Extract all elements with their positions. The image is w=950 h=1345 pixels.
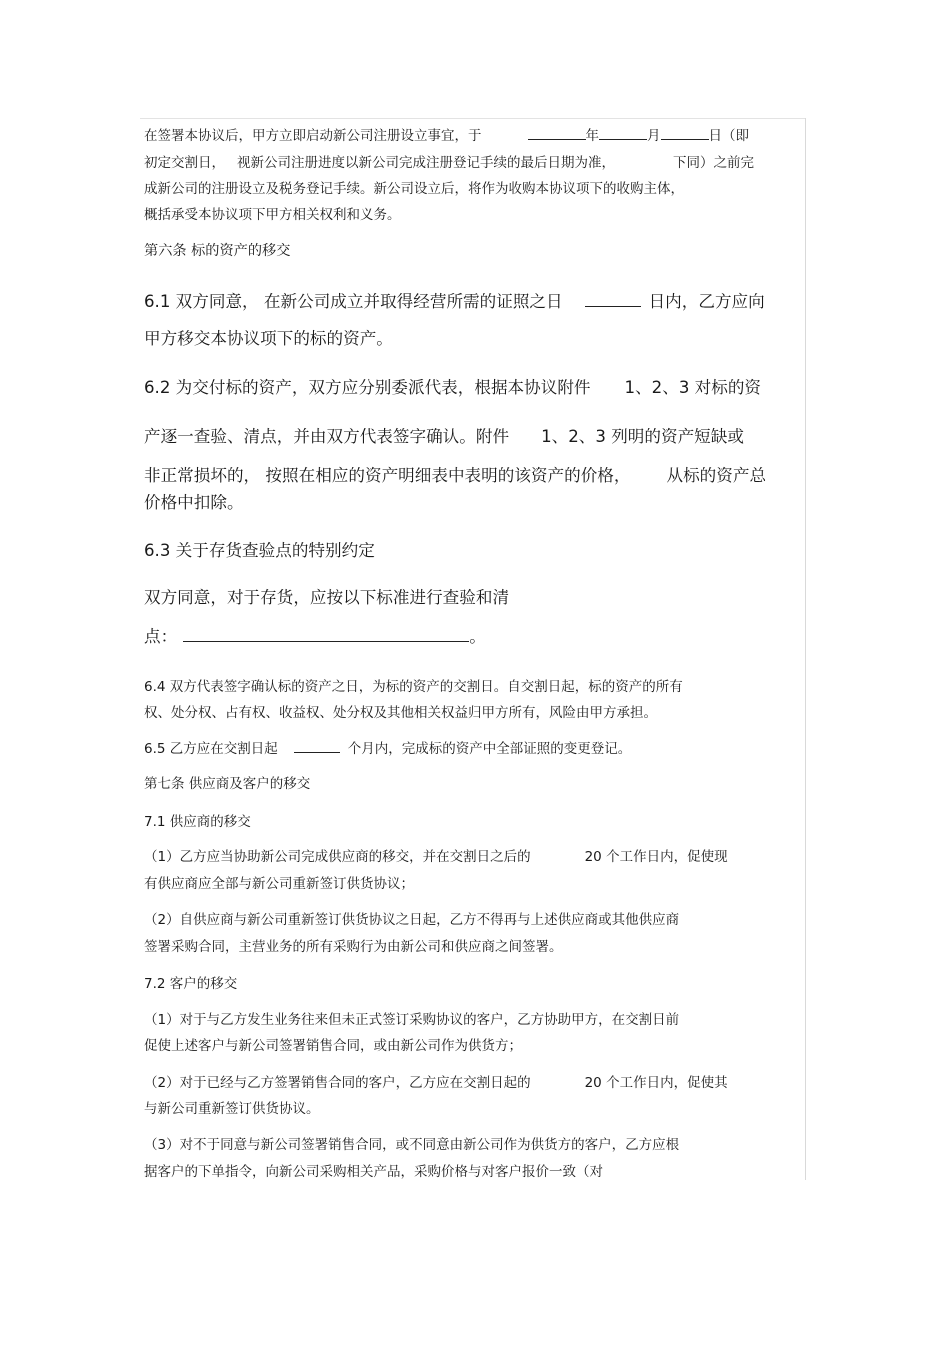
clause5-line-4: 概括承受本协议项下甲方相关权利和义务。 bbox=[144, 207, 401, 223]
item-7-2-2-line-2: 与新公司重新签订供货协议。 bbox=[144, 1101, 320, 1117]
clause5-text: 在签署本协议后，甲方立即启动新公司注册设立事宜，于 bbox=[144, 128, 482, 144]
day-blank bbox=[661, 138, 709, 140]
para-6-3-line-2: 点： 。 bbox=[144, 627, 486, 646]
para-6-2-line-4: 价格中扣除。 bbox=[144, 493, 244, 512]
para-6-3-line-1: 双方同意，对于存货，应按以下标准进行查验和清 bbox=[144, 588, 510, 607]
para-6-2-line-3: 非正常损坏的， 按照在相应的资产明细表中表明的该资产的价格， 从标的资产总 bbox=[144, 466, 767, 485]
year-blank bbox=[528, 138, 586, 140]
item-7-1-2-line-2: 签署采购合同，主营业务的所有采购行为由新公司和供应商之间签署。 bbox=[144, 939, 563, 955]
item-7-2-3-line-2: 据客户的下单指令，向新公司采购相关产品，采购价格与对客户报价一致（对 bbox=[144, 1164, 603, 1180]
top-border bbox=[140, 118, 806, 119]
month-blank bbox=[599, 138, 647, 140]
para-6-4-line-2: 权、处分权、占有权、收益权、处分权及其他相关权益归甲方所有，风险由甲方承担。 bbox=[144, 705, 657, 721]
item-7-2-3-line-1: （3）对不于同意与新公司签署销售合同，或不同意由新公司作为供货方的客户，乙方应根 bbox=[144, 1137, 680, 1153]
section-7-2: 7.2 客户的移交 bbox=[144, 976, 238, 992]
standard-blank bbox=[183, 640, 469, 642]
item-7-2-1-line-1: （1）对于与乙方发生业务往来但未正式签订采购协议的客户，乙方协助甲方，在交割日前 bbox=[144, 1012, 680, 1028]
item-7-1-1-line-2: 有供应商应全部与新公司重新签订供货协议； bbox=[144, 876, 414, 892]
article6-heading: 第六条 标的资产的移交 bbox=[144, 243, 291, 259]
item-7-1-1-line-1: （1）乙方应当协助新公司完成供应商的移交，并在交割日之后的 20 个工作日内，促使现 bbox=[144, 849, 728, 865]
para-6-1-line-2: 甲方移交本协议项下的标的资产。 bbox=[144, 329, 393, 348]
clause5-line-2: 初定交割日， 视新公司注册进度以新公司完成注册登记手续的最后日期为准， 下同）之前完 bbox=[144, 155, 754, 171]
section-7-1: 7.1 供应商的移交 bbox=[144, 814, 251, 830]
para-6-1-line-1: 6.1 双方同意， 在新公司成立并取得经营所需的证照之日 日内，乙方应向 bbox=[144, 292, 765, 311]
para-6-4-line-1: 6.4 双方代表签字确认标的资产之日，为标的资产的交割日。自交割日起，标的资产的所有 bbox=[144, 679, 683, 695]
item-7-1-2-line-1: （2）自供应商与新公司重新签订供货协议之日起，乙方不得再与上述供应商或其他供应商 bbox=[144, 912, 680, 928]
item-7-2-1-line-2: 促使上述客户与新公司签署销售合同，或由新公司作为供货方； bbox=[144, 1038, 522, 1054]
para-6-2-line-2: 产逐一查验、清点，并由双方代表签字确认。附件 1、2、3 列明的资产短缺或 bbox=[144, 427, 744, 446]
days-blank bbox=[585, 305, 641, 307]
item-7-2-2-line-1: （2）对于已经与乙方签署销售合同的客户，乙方应在交割日起的 20 个工作日内，促使其 bbox=[144, 1075, 728, 1091]
para-6-3-heading: 6.3 关于存货查验点的特别约定 bbox=[144, 541, 375, 560]
article7-heading: 第七条 供应商及客户的移交 bbox=[144, 776, 311, 792]
months-blank bbox=[294, 751, 340, 753]
para-6-2-line-1: 6.2 为交付标的资产，双方应分别委派代表，根据本协议附件 1、2、3 对标的资 bbox=[144, 378, 762, 397]
right-border bbox=[805, 118, 806, 1180]
clause5-line-1: 在签署本协议后，甲方立即启动新公司注册设立事宜，于 年 月 日（即 bbox=[144, 128, 749, 144]
para-6-5: 6.5 乙方应在交割日起 个月内，完成标的资产中全部证照的变更登记。 bbox=[144, 741, 632, 757]
clause5-line-3: 成新公司的注册设立及税务登记手续。新公司设立后，将作为收购本协议项下的收购主体， bbox=[144, 181, 684, 197]
